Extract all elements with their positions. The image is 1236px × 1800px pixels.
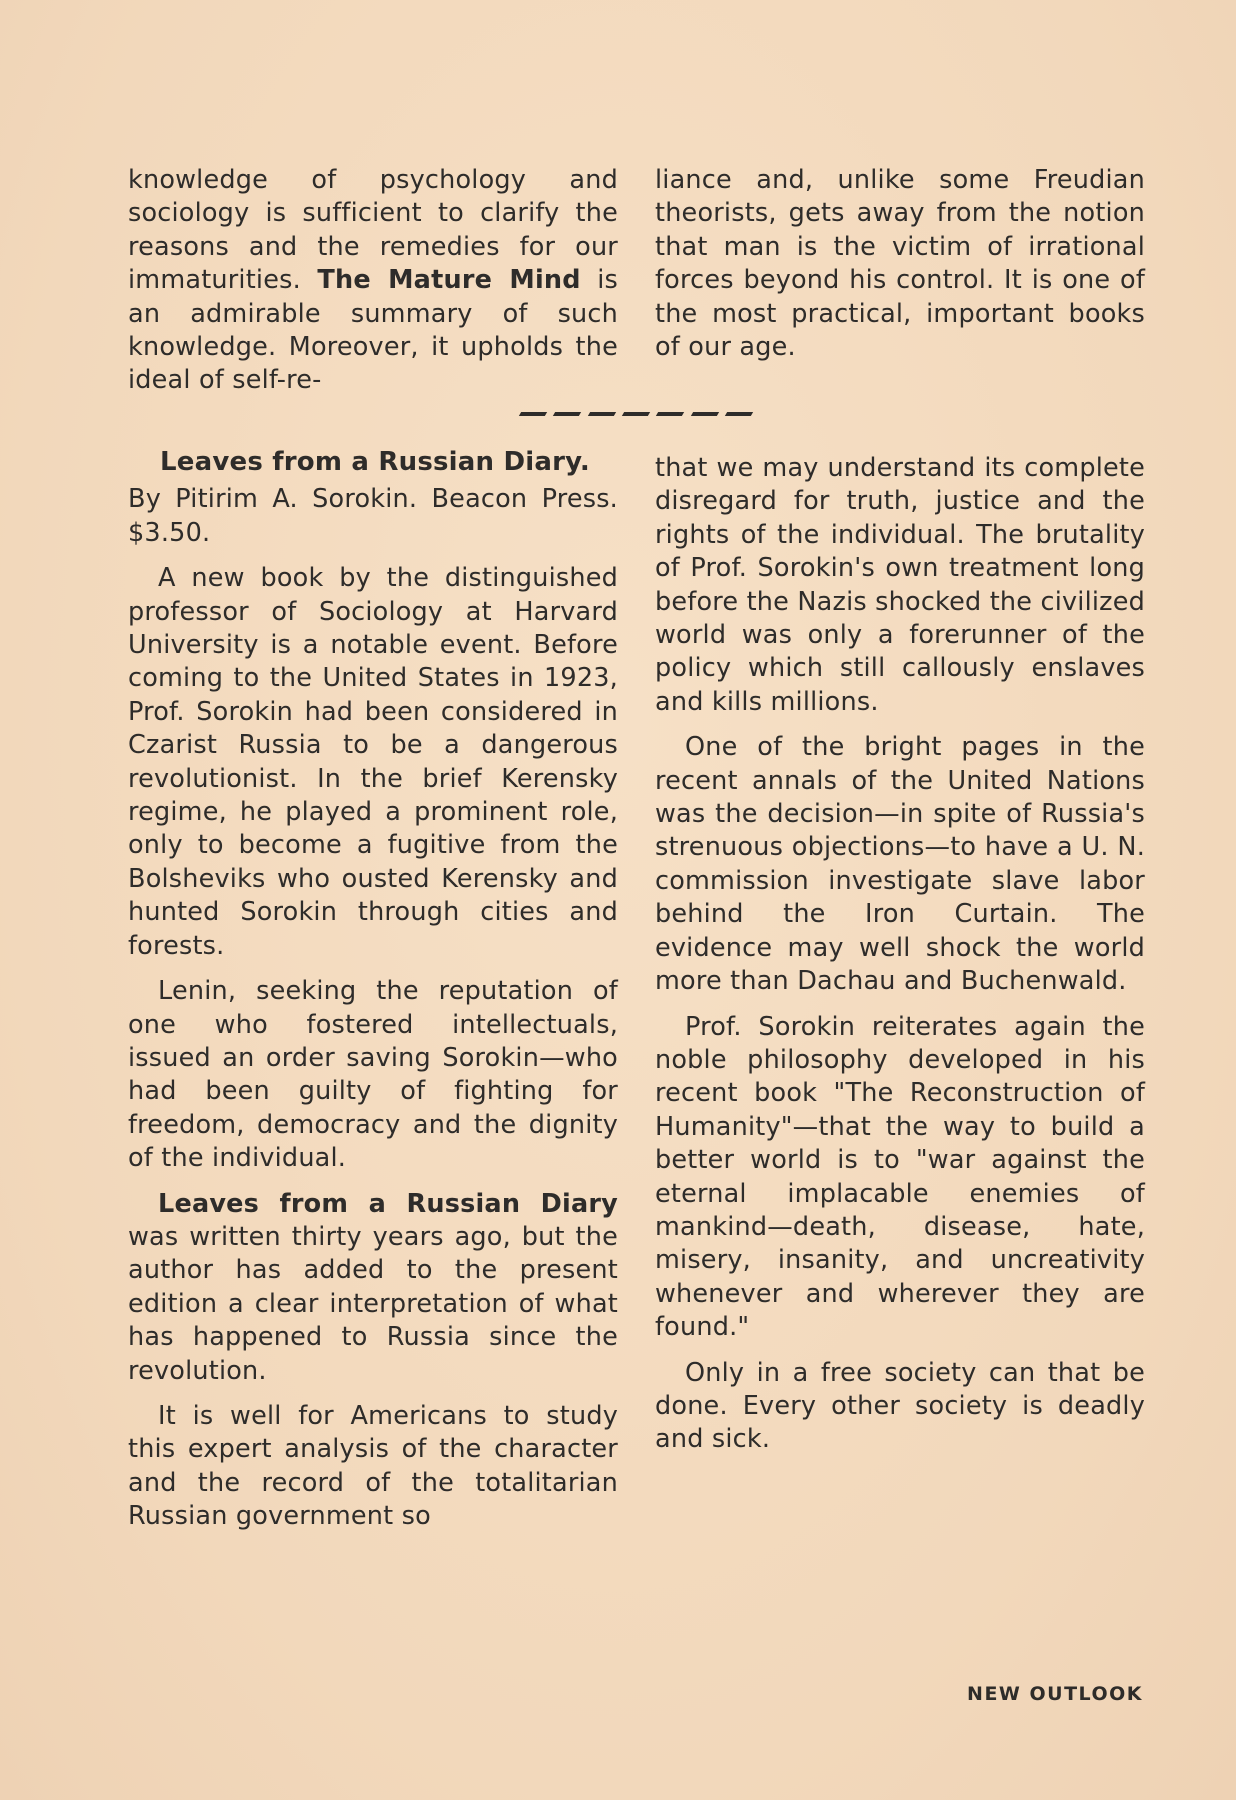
review-paragraph: Leaves from a Russian Diary was written thirty years ago, but the author has added to the present edition a clear interpretation of what has happened to Russia since the revolution. <box>128 1188 618 1386</box>
review-left-column <box>128 446 618 1534</box>
prev-review-left-column <box>128 164 618 398</box>
review-paragraph: One of the bright pages in the recent annals of the United Nations was the decision—in spite of Russia's strenuous objections—to have a U. N. commission investigate slave labor behind the Iron Curtain. The evidence may well shock the world more than Dachau and Buchenwald. <box>655 732 1145 997</box>
publication-footer: NEW OUTLOOK <box>967 1683 1143 1705</box>
prev-review-paragraph-continued: liance and, unlike some Freudian theorists, gets away from the notion that man is the victim of irrational forces beyond his control. It is one of the most practical, important books of our age. <box>655 165 1145 363</box>
review-paragraph: It is well for Americans to study this expert analysis of the character and the record of the totalitarian Russian government so <box>128 1400 618 1532</box>
mature-mind-title: The Mature Mind <box>317 265 581 296</box>
review-paragraph: Lenin, seeking the reputation of one who fostered intellectuals, issued an order saving Sorokin—who had been guilty of fighting for freedom, democracy and the dignity of the individual. <box>128 976 618 1174</box>
section-divider <box>520 412 752 416</box>
review-paragraph: A new book by the distinguished professor of Sociology at Harvard University is a notable event. Before coming to the United States in 1923, Prof. Sorokin had been considered in Czarist Russia to be a dangerous revolutionist. In the brief Kerensky regime, he played a prominent role, only to become a fugitive from the Bolsheviks who ousted Kerensky and hunted Sorokin through cities and forests. <box>128 563 618 961</box>
review-title: Leaves from a Russian Diary. <box>160 447 590 477</box>
prev-review-paragraph: knowledge of psychology and sociology is sufficient to clarify the reasons and the remedies for our immaturities. The Mature Mind is an admirable summary of such knowledge. Moreover, it upholds the ideal of self-re- <box>128 165 618 396</box>
russian-diary-title: Leaves from a Russian Diary <box>158 1188 618 1219</box>
review-paragraph: Prof. Sorokin reiterates again the noble philosophy developed in his recent book "The Reconstruction of Humanity"—that the way to build a better world is to "war against the eternal implacable enemies of mankind—death, disease, hate, misery, insanity, and uncreativity whenever and wherever they are found." <box>655 1011 1145 1343</box>
review-right-column <box>655 452 1145 1457</box>
review-paragraph: Only in a free society can that be done. Every other society is deadly and sick. <box>655 1357 1145 1455</box>
review-byline: By Pitirim A. Sorokin. Beacon Press. $3.50. <box>128 484 618 548</box>
review-paragraph: that we may understand its complete disregard for truth, justice and the rights of the individual. The brutality of Prof. Sorokin's own treatment long before the Nazis shocked the civilized world was only a forerunner of the policy which still callously enslaves and kills millions. <box>655 453 1145 717</box>
prev-review-right-column <box>655 164 1145 364</box>
